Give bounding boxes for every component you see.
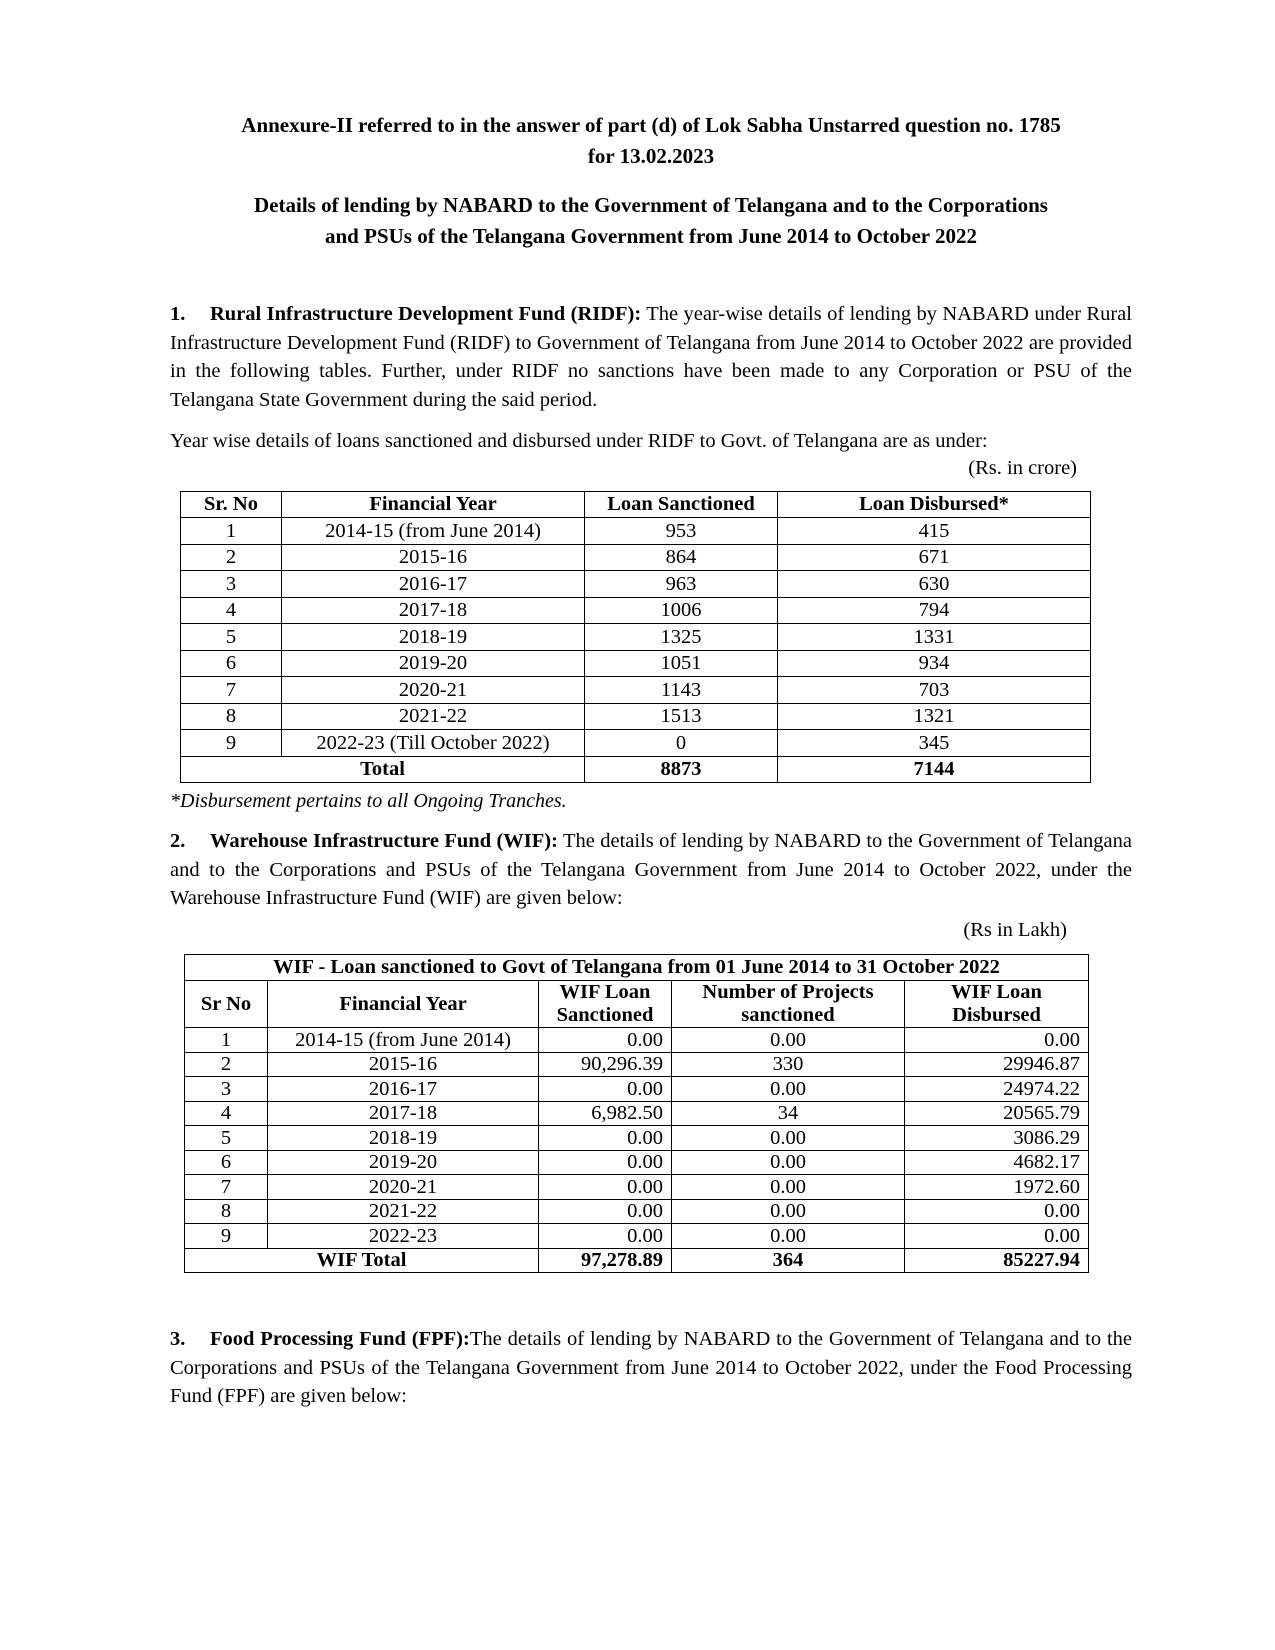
ridf-table-row [181,650,1091,677]
ridf-cell: 794 [778,597,1091,624]
wif-total-disbursed: 85227.94 [905,1248,1089,1273]
wif-cell: 6,982.50 [539,1101,672,1126]
wif-cell: 3 [185,1077,268,1102]
wif-col-header: WIF Loan Sanctioned [539,981,672,1028]
ridf-cell: 9 [181,730,282,757]
wif-col-header: WIF Loan Disbursed [905,981,1089,1028]
ridf-cell: 2018-19 [282,624,585,651]
wif-table-row [185,1101,1089,1126]
section3-text: The details of lending by NABARD to the Government of Telangana and to the Corporations and PSUs of the Telangana Government from June 2014 to October 2022, under the Food Processing Fund (FPF) are given below: [170,1328,1132,1407]
ridf-cell: 703 [778,677,1091,704]
wif-col-header: Sr No [185,981,268,1028]
wif-cell: 0.00 [672,1077,905,1102]
wif-cell: 2016-17 [268,1077,539,1102]
wif-title-row [185,955,1089,981]
wif-col-header: Financial Year [268,981,539,1028]
section3-paragraph [170,1325,1132,1411]
wif-table-row [185,1150,1089,1175]
wif-cell: 0.00 [539,1028,672,1053]
ridf-cell: 4 [181,597,282,624]
wif-total-projects: 364 [672,1248,905,1273]
wif-cell: 8 [185,1199,268,1224]
ridf-cell: 2022-23 (Till October 2022) [282,730,585,757]
ridf-cell: 1325 [585,624,778,651]
wif-cell: 4 [185,1101,268,1126]
wif-cell: 330 [672,1052,905,1077]
wif-cell: 0.00 [905,1224,1089,1249]
wif-cell: 0.00 [672,1150,905,1175]
ridf-cell: 6 [181,650,282,677]
ridf-footnote: *Disbursement pertains to all Ongoing Tranches. [170,790,567,812]
ridf-cell: 963 [585,571,778,598]
wif-table-row [185,1028,1089,1053]
ridf-cell: 0 [585,730,778,757]
ridf-cell: 953 [585,518,778,545]
section2-text: The details of lending by NABARD to the Government of Telangana and to the Corporations and PSUs of the Telangana Government from June 2014 to October 2022, under the Warehouse Infrastructure Fund (WIF) are given below: [170,830,1132,909]
ridf-cell: 1513 [585,703,778,730]
annexure-title [170,110,1132,172]
wif-cell: 0.00 [539,1150,672,1175]
wif-cell: 2022-23 [268,1224,539,1249]
wif-cell: 2020-21 [268,1175,539,1200]
annexure-title-line1: Annexure-II referred to in the answer of part (d) of Lok Sabha Unstarred question no. 1785 [241,113,1061,137]
ridf-cell: 630 [778,571,1091,598]
ridf-col-header: Sr. No [181,492,282,518]
ridf-cell: 864 [585,544,778,571]
wif-cell: 4682.17 [905,1150,1089,1175]
ridf-header-row [181,492,1091,518]
wif-cell: 29946.87 [905,1052,1089,1077]
wif-cell: 2019-20 [268,1150,539,1175]
wif-cell: 2021-22 [268,1199,539,1224]
ridf-col-header: Loan Sanctioned [585,492,778,518]
ridf-cell: 8 [181,703,282,730]
document-subtitle-line1: Details of lending by NABARD to the Government of Telangana and to the Corporations [254,193,1048,217]
wif-table [184,954,1089,1273]
ridf-cell: 1321 [778,703,1091,730]
ridf-cell: 2015-16 [282,544,585,571]
ridf-table-row [181,624,1091,651]
section1-text: The year-wise details of lending by NABARD under Rural Infrastructure Development Fund (RIDF) to Government of Telangana from June 2014 to October 2022 are provided in the following tables. Further, under RIDF no sanctions have been made to any Corporation or PSU of the Telangana State Government during the said period. [170,303,1132,411]
wif-table-row [185,1199,1089,1224]
wif-total-label: WIF Total [185,1248,539,1273]
ridf-cell: 7 [181,677,282,704]
ridf-table-row [181,703,1091,730]
wif-cell: 0.00 [539,1077,672,1102]
wif-table-row [185,1052,1089,1077]
ridf-cell: 2020-21 [282,677,585,704]
ridf-cell: 1006 [585,597,778,624]
ridf-cell: 3 [181,571,282,598]
wif-total-row [185,1248,1089,1273]
ridf-table-row [181,544,1091,571]
document-subtitle-line2: and PSUs of the Telangana Government from June 2014 to October 2022 [325,224,977,248]
wif-cell: 2014-15 (from June 2014) [268,1028,539,1053]
ridf-cell: 2 [181,544,282,571]
section1-number: 1. [170,303,186,325]
wif-cell: 0.00 [539,1175,672,1200]
wif-table-row [185,1175,1089,1200]
wif-cell: 0.00 [539,1126,672,1151]
wif-cell: 0.00 [905,1028,1089,1053]
ridf-cell: 345 [778,730,1091,757]
ridf-col-header: Financial Year [282,492,585,518]
ridf-table-row [181,571,1091,598]
wif-cell: 0.00 [672,1199,905,1224]
section2-number: 2. [170,830,186,852]
ridf-table-row [181,677,1091,704]
section1-unit: (Rs. in crore) [968,457,1077,479]
ridf-col-header: Loan Disbursed* [778,492,1091,518]
ridf-cell: 2021-22 [282,703,585,730]
ridf-cell: 5 [181,624,282,651]
wif-cell: 2 [185,1052,268,1077]
wif-cell: 0.00 [672,1126,905,1151]
ridf-total-sanctioned: 8873 [585,756,778,783]
ridf-total-label: Total [181,756,585,783]
wif-table-row [185,1126,1089,1151]
ridf-cell: 1 [181,518,282,545]
ridf-table [180,491,1091,783]
section1-heading: Rural Infrastructure Development Fund (RIDF): [210,303,642,325]
section1-intro: Year wise details of loans sanctioned and disbursed under RIDF to Govt. of Telangana are as under: [170,430,988,452]
wif-cell: 9 [185,1224,268,1249]
ridf-table-row [181,518,1091,545]
wif-header-row [185,981,1089,1028]
document-subtitle [170,190,1132,252]
ridf-total-row [181,756,1091,783]
section3-number: 3. [170,1328,186,1350]
ridf-cell: 1331 [778,624,1091,651]
annexure-title-line2: for 13.02.2023 [587,144,715,168]
ridf-cell: 1143 [585,677,778,704]
wif-cell: 7 [185,1175,268,1200]
ridf-table-row [181,730,1091,757]
wif-cell: 0.00 [672,1175,905,1200]
wif-cell: 3086.29 [905,1126,1089,1151]
wif-table-row [185,1077,1089,1102]
wif-table-row [185,1224,1089,1249]
wif-table-title: WIF - Loan sanctioned to Govt of Telangana from 01 June 2014 to 31 October 2022 [185,955,1089,981]
ridf-cell: 2014-15 (from June 2014) [282,518,585,545]
wif-cell: 20565.79 [905,1101,1089,1126]
ridf-cell: 415 [778,518,1091,545]
wif-cell: 2015-16 [268,1052,539,1077]
wif-cell: 0.00 [539,1199,672,1224]
ridf-cell: 2017-18 [282,597,585,624]
wif-cell: 0.00 [539,1224,672,1249]
ridf-cell: 671 [778,544,1091,571]
section2-heading: Warehouse Infrastructure Fund (WIF): [210,830,558,852]
ridf-cell: 2019-20 [282,650,585,677]
wif-cell: 0.00 [905,1199,1089,1224]
wif-cell: 0.00 [672,1028,905,1053]
wif-total-sanctioned: 97,278.89 [539,1248,672,1273]
ridf-cell: 934 [778,650,1091,677]
wif-cell: 6 [185,1150,268,1175]
section2-unit: (Rs in Lakh) [963,919,1067,941]
section2-paragraph [170,827,1132,913]
wif-cell: 0.00 [672,1224,905,1249]
wif-cell: 1972.60 [905,1175,1089,1200]
wif-col-header: Number of Projects sanctioned [672,981,905,1028]
wif-cell: 2017-18 [268,1101,539,1126]
wif-cell: 5 [185,1126,268,1151]
wif-cell: 24974.22 [905,1077,1089,1102]
ridf-table-row [181,597,1091,624]
wif-cell: 2018-19 [268,1126,539,1151]
ridf-cell: 2016-17 [282,571,585,598]
wif-cell: 90,296.39 [539,1052,672,1077]
wif-cell: 1 [185,1028,268,1053]
wif-cell: 34 [672,1101,905,1126]
section3-heading: Food Processing Fund (FPF): [210,1328,470,1350]
ridf-cell: 1051 [585,650,778,677]
section1-paragraph [170,300,1132,414]
ridf-total-disbursed: 7144 [778,756,1091,783]
